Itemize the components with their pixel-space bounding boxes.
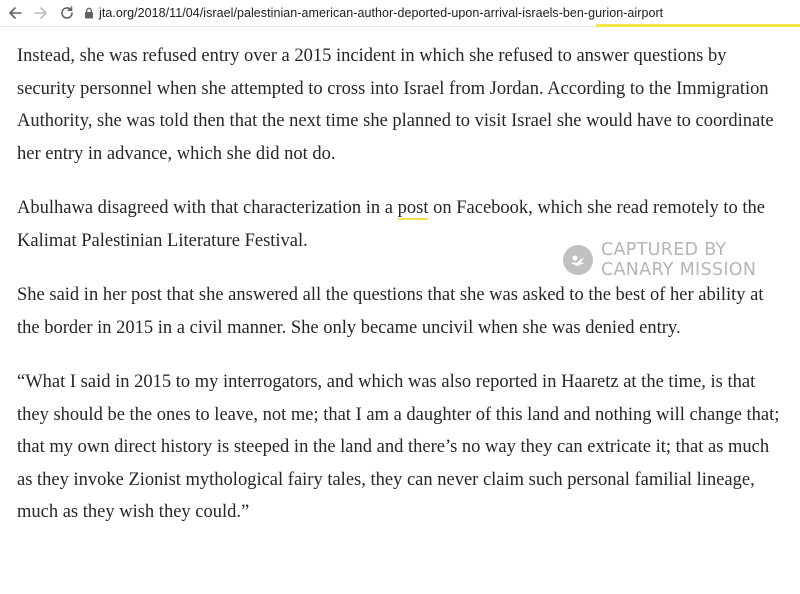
browser-toolbar <box>0 0 800 27</box>
paragraph-2-text: Abulhawa disagreed with that characterization in a <box>17 198 398 218</box>
paragraph-4: “What I said in 2015 to my interrogators, and which was also reported in Haaretz at the time, is that they should be the ones to leave, not me; that I am a daughter of this land and nothing will change that; that my own direct history is steeped in the land and there’s no way they can extricate it; that as much as they invoke Zionist mythological fairy tales, they can never claim such personal familial lineage, much as they wish they could.” <box>17 372 780 522</box>
watermark-line-2: CANARY MISSION <box>601 260 757 280</box>
watermark <box>563 240 756 280</box>
paragraph-2-text-cont: on Facebook, which she read remotely to the Kalimat Palestinian Literature Festival. <box>17 198 765 251</box>
watermark-line-1: CAPTURED BY <box>601 240 727 260</box>
paragraph-3: She said in her post that she answered all the questions that she was asked to the best of her ability at the border in 2015 in a civil manner. She only became uncivil when she was denied entry. <box>17 285 764 338</box>
canary-bird-icon <box>563 245 593 275</box>
url-text[interactable]: jta.org/2018/11/04/israel/palestinian-american-author-deported-upon-arrival-israels-ben-gurion-airport <box>99 6 664 20</box>
paragraph-1: Instead, she was refused entry over a 2015 incident in which she refused to answer questions by security personnel when she attempted to cross into Israel from Jordan. According to the Immigration Authority, she was told then that the next time she planned to visit Israel she would have to coordinate her entry in advance, which she did not do. <box>17 46 774 164</box>
lock-icon <box>84 7 94 19</box>
back-arrow-icon[interactable] <box>4 2 26 24</box>
facebook-post-link[interactable]: post <box>397 198 429 218</box>
reload-icon[interactable] <box>56 2 78 24</box>
address-bar[interactable] <box>84 2 800 24</box>
article-body <box>17 40 787 551</box>
watermark-text <box>601 240 756 280</box>
accent-line <box>596 24 800 27</box>
forward-arrow-icon[interactable] <box>30 2 52 24</box>
